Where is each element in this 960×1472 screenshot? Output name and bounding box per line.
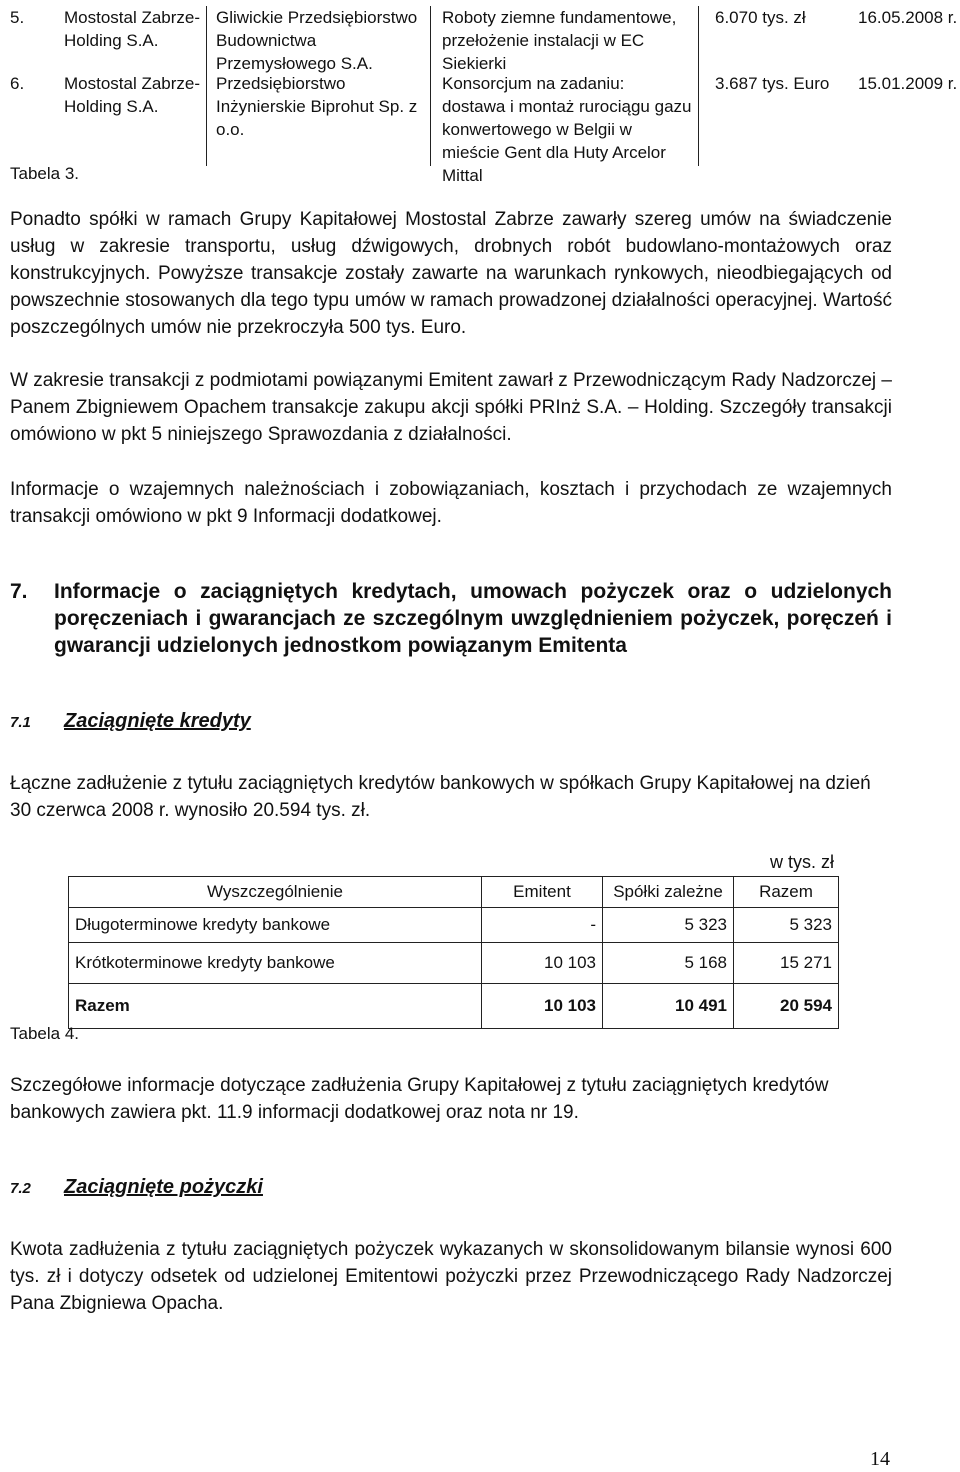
table-row (69, 943, 839, 984)
row-date: 15.01.2009 r. (858, 74, 958, 93)
table-total-row (69, 984, 839, 1029)
table-cell: Krótkoterminowe kredyty bankowe (69, 943, 482, 984)
table-cell: Razem (69, 984, 482, 1029)
table-row (69, 908, 839, 943)
row-subject: Roboty ziemne fundamentowe, przełożenie instalacji w EC Siekierki (442, 8, 677, 73)
table-cell: 20 594 (734, 984, 839, 1029)
row-contractor: Przedsiębiorstwo Inżynierskie Biprohut Sp. z o.o. (216, 74, 418, 139)
table-3-label: Tabela 3. (10, 164, 79, 183)
table-header-row (69, 877, 839, 908)
table-cell: 10 103 (482, 943, 603, 984)
row-contractor: Gliwickie Przedsiębiorstwo Budownictwa Przemysłowego S.A. (216, 8, 418, 73)
paragraph-loans: Kwota zadłużenia z tytułu zaciągniętych pożyczek wykazanych w skonsolidowanym bilansie wynosi 600 tys. zł i dotyczy odsetek od udzielonej Emitentowi pożyczki przez Przewodniczącego Rady Nadzorczej Pana Zbigniewa Opacha. (10, 1239, 892, 1314)
section-7-2-heading (10, 1176, 263, 1199)
row-company: Mostostal Zabrze-Holding S.A. (64, 8, 201, 50)
row-subject: Konsorcjum na zadaniu: dostawa i montaż rurociągu gazu konwertowego w Belgii w mieście Gent dla Huty Arcelor Mittal (442, 74, 692, 185)
section-7-2-title: Zaciągnięte pożyczki (64, 1176, 263, 1198)
paragraph-total-debt: Łączne zadłużenie z tytułu zaciągniętych kredytów bankowych w spółkach Grupy Kapitałowej na dzień 30 czerwca 2008 r. wynosiło 20.594 tys. zł. (10, 773, 871, 821)
header-cell: Emitent (482, 877, 603, 908)
header-cell: Razem (734, 877, 839, 908)
table-cell: 10 491 (603, 984, 734, 1029)
table-row (10, 6, 960, 73)
header-cell: Wyszczególnienie (69, 877, 482, 908)
table-cell: 5 168 (603, 943, 734, 984)
header-cell: Spółki zależne (603, 877, 734, 908)
section-7-title: Informacje o zaciągniętych kredytach, umowach pożyczek oraz o udzielonych poręczeniach i gwarancjach ze szczególnym uwzględnieniem pożyczek, poręczeń i gwarancji udzielonych jednostkom powiązanym Emitenta (54, 580, 892, 657)
row-value: 6.070 tys. zł (715, 8, 806, 27)
section-7-1-heading (10, 710, 251, 733)
table-4 (68, 876, 839, 1029)
table-4-unit: w tys. zł (770, 852, 835, 872)
section-7-1-title: Zaciągnięte kredyty (64, 710, 251, 732)
table-cell: 5 323 (734, 908, 839, 943)
table-cell: - (482, 908, 603, 943)
section-7-1-number: 7.1 (10, 714, 31, 731)
row-number: 6. (10, 74, 25, 93)
table-cell: Długoterminowe kredyty bankowe (69, 908, 482, 943)
row-value: 3.687 tys. Euro (715, 74, 830, 93)
row-date: 16.05.2008 r. (858, 8, 958, 27)
section-7-heading (10, 578, 892, 690)
table-cell: 10 103 (482, 984, 603, 1029)
table-cell: 15 271 (734, 943, 839, 984)
table-4-label: Tabela 4. (10, 1024, 79, 1043)
section-7-2-number: 7.2 (10, 1180, 31, 1197)
paragraph-other-contracts: Ponadto spółki w ramach Grupy Kapitałowej Mostostal Zabrze zawarły szereg umów na świadczenie usług w zakresie transportu, usług dźwigowych, drobnych robót budowlano-montażowych oraz konstrukcyjnych. Powyższe transakcje zostały zawarte na warunkach rynkowych, nieodbiegających od powszechnie stosowanych dla tego typu umów w ramach prowadzonej działalności operacyjnej. Wartość poszczególnych umów nie przekroczyła 500 tys. Euro. (10, 209, 892, 338)
paragraph-debt-details: Szczegółowe informacje dotyczące zadłużenia Grupy Kapitałowej z tytułu zaciągniętych kredytów bankowych zawiera pkt. 11.9 informacji dodatkowej oraz nota nr 19. (10, 1075, 829, 1123)
section-7-number: 7. (10, 580, 28, 603)
table-cell: 5 323 (603, 908, 734, 943)
paragraph-mutual-receivables: Informacje o wzajemnych należnościach i zobowiązaniach, kosztach i przychodach ze wzajemnych transakcji omówiono w pkt 9 Informacji dodatkowej. (10, 479, 892, 527)
row-company: Mostostal Zabrze-Holding S.A. (64, 74, 201, 116)
paragraph-related-transactions: W zakresie transakcji z podmiotami powiązanymi Emitent zawarł z Przewodniczącym Rady Nadzorczej – Panem Zbigniewem Opachem transakcje zakupu akcji spółki PRInż S.A. – Holding. Szczegóły transakcji omówiono w pkt 5 niniejszego Sprawozdania z działalności. (10, 370, 892, 445)
page-number: 14 (870, 1448, 890, 1470)
row-number: 5. (10, 8, 25, 27)
